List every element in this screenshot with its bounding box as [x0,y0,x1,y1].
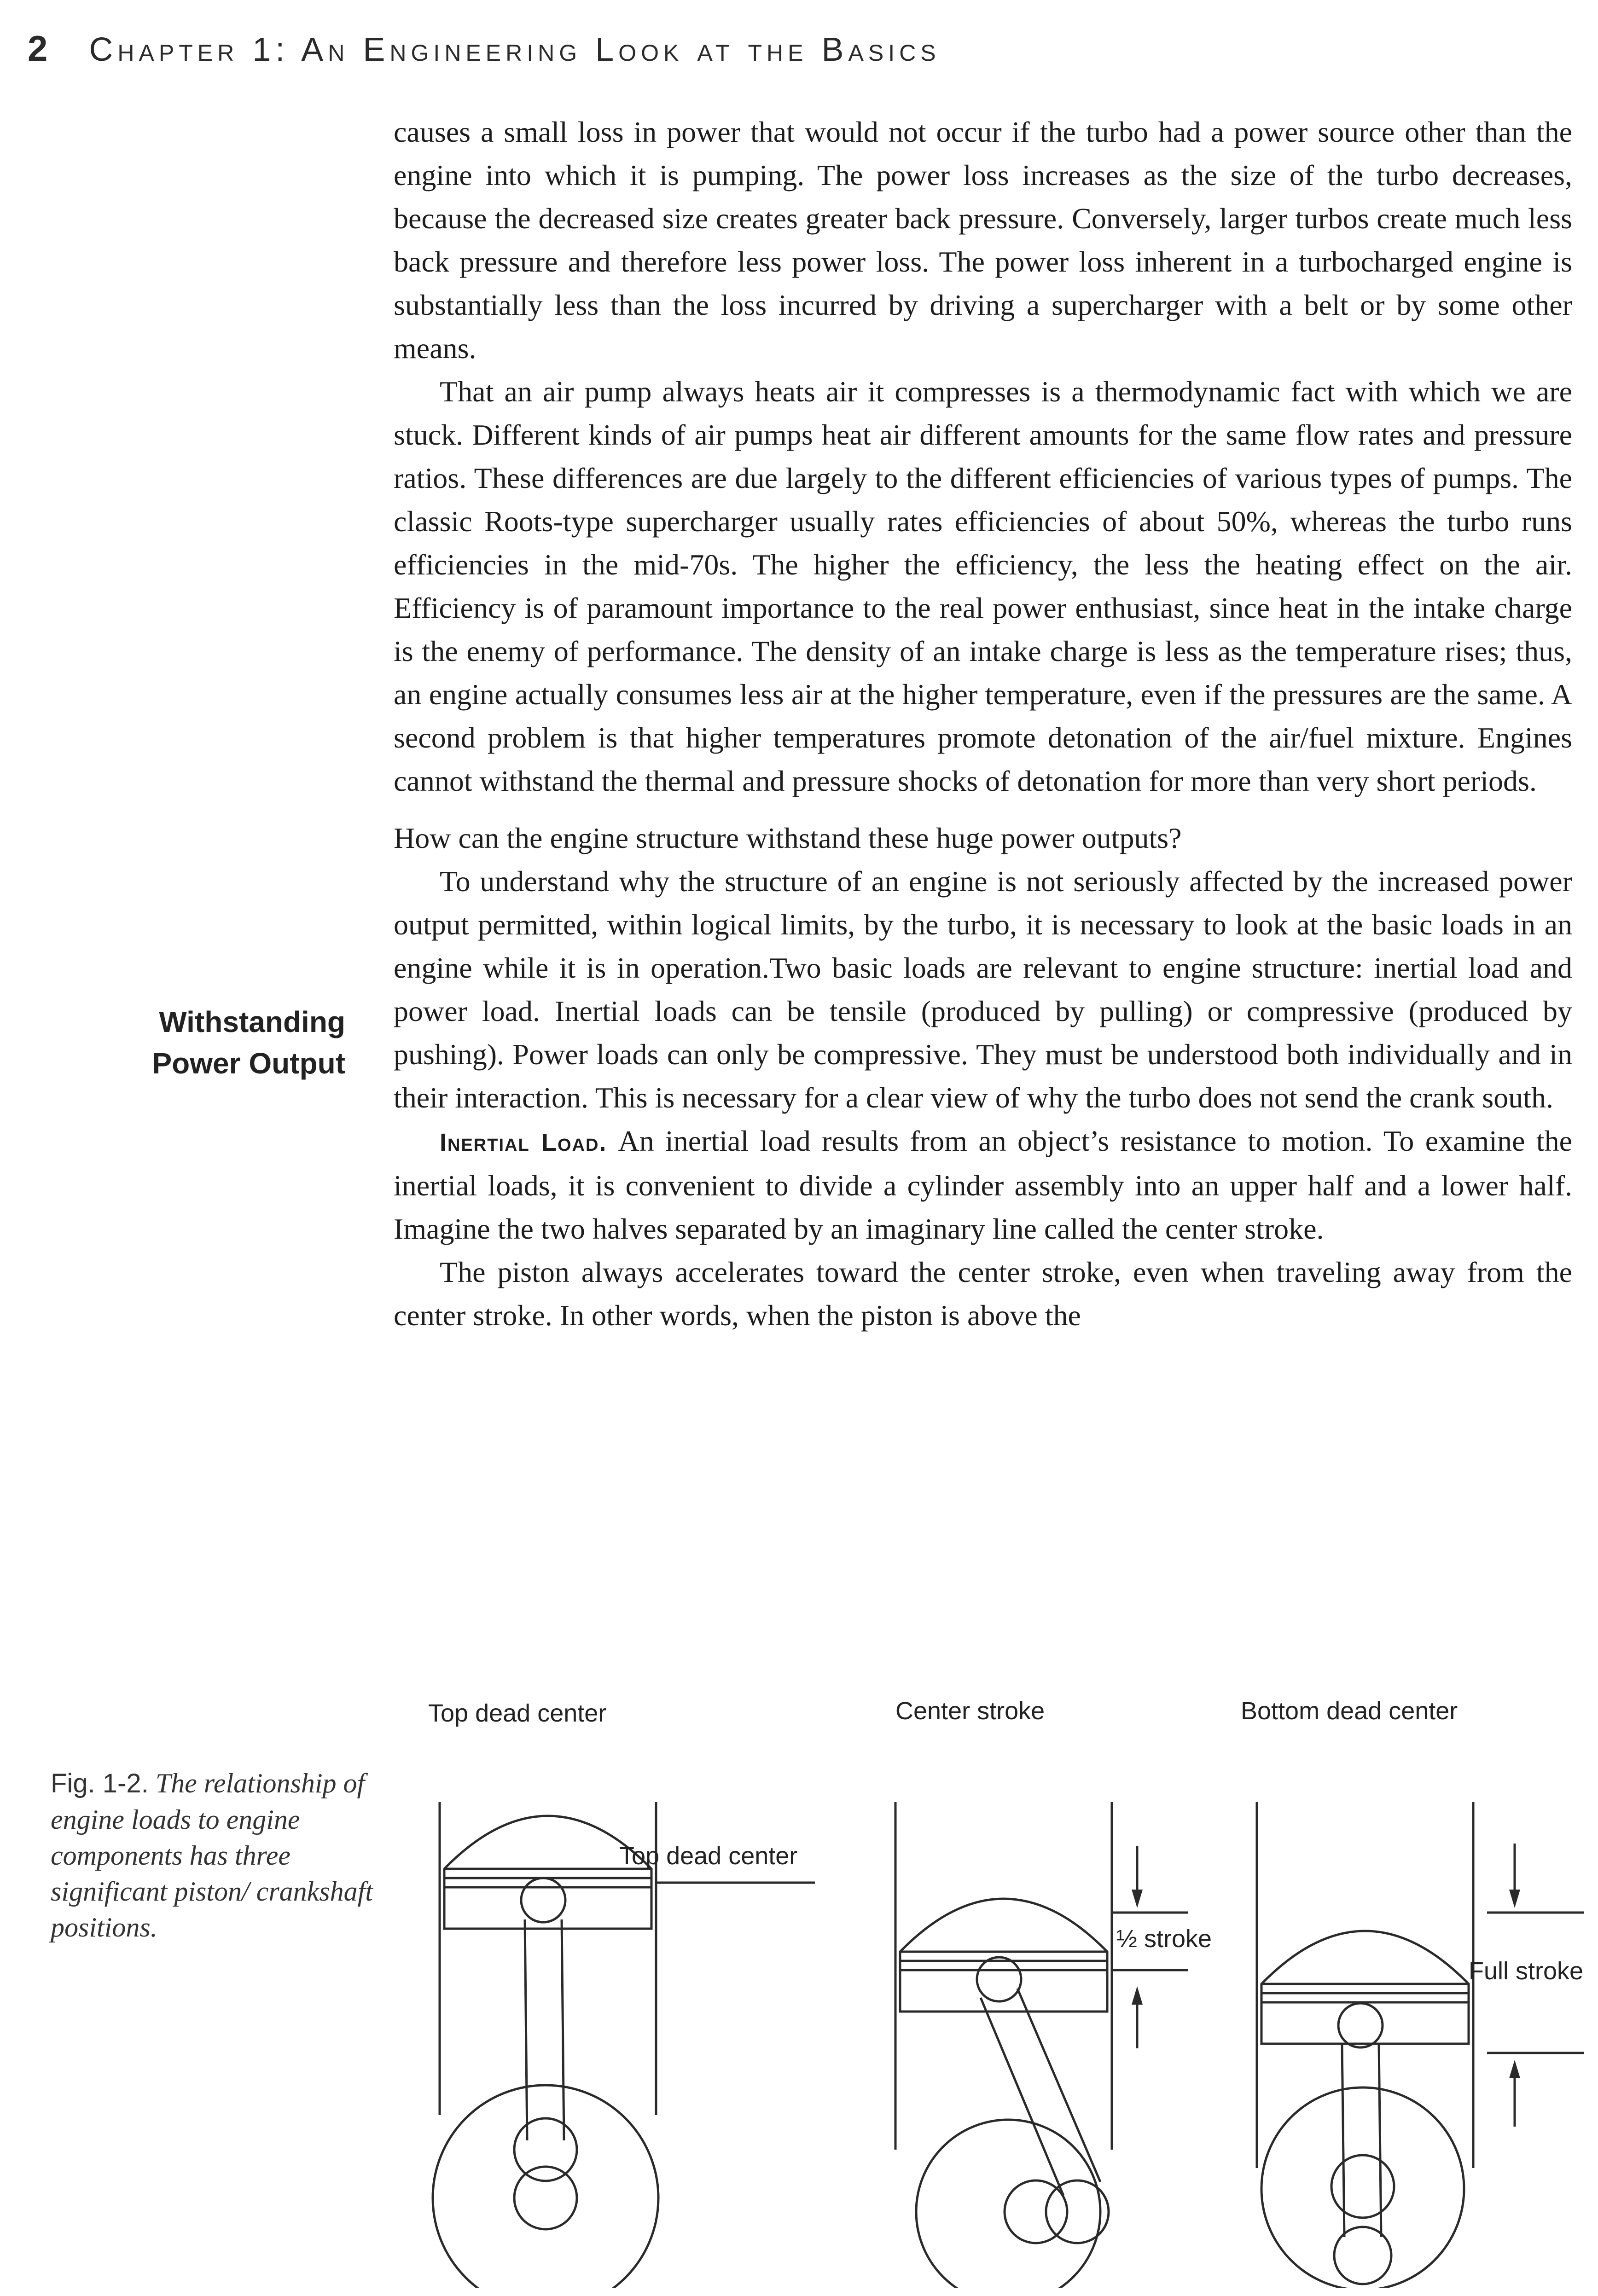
tdc-piston [444,1816,651,1929]
paragraph-5 [394,1119,1572,1251]
center-wrist-pin [977,1957,1021,2001]
figure-caption-text: The relationship of engine loads to engine components has three significant piston/ crankshaft positions. [51,1768,373,1942]
piston-diagram [396,1685,1584,2288]
paragraph-3: How can the engine structure withstand these huge power outputs? [394,822,1182,854]
paragraph-2: That an air pump always heats air it compresses is a thermodynamic fact with which we are stuck. Different kinds of air pumps heat air different amounts for the same flow rates and pressure ratios. These differences are due largely to the different efficiencies of various types of pumps. The classic Roots-type supercharger usually rates efficiencies of about 50%, whereas the turbo runs efficiencies in the mid-70s. The higher the efficiency, the less the heating effect on the air. Efficiency is of paramount importance to the real power enthusiast, since heat in the intake charge is the enemy of performance. The density of an intake charge is less as the temperature rises; thus, an engine actually consumes less air at the higher temperature, even if the pressures are the same. A second problem is that higher temperatures promote detonation of the air/fuel mixture. Engines cannot withstand the thermal and pressure shocks of detonation for more than very short periods. [394,375,1572,797]
bdc-arrowhead-up [1509,2060,1520,2078]
panel-center-stroke [895,1697,1212,2288]
section-heading [69,1001,345,1084]
paragraph-6: The piston always accelerates toward the center stroke, even when traveling away from the center stroke. In other words, when the piston is above the [394,1256,1572,1332]
tdc-crank-pin [514,2118,577,2181]
bdc-rod-left [1342,2044,1344,2237]
panel-bottom-dead-center [1241,1697,1584,2288]
bdc-arrowhead-down [1509,1890,1520,1908]
center-crank-throw [916,2120,1100,2288]
tdc-crank-throw [433,2085,658,2288]
run-in-heading: Inertial Load. [440,1129,607,1156]
figure-caption [51,1765,382,1945]
section-heading-line-2: Power Output [152,1047,345,1080]
bdc-label: Full stroke [1469,1957,1584,1985]
figure-label: Fig. 1-2. [51,1768,149,1798]
center-piston [900,1899,1107,2012]
paragraph-5-text: An inertial load results from an object’s resistance to motion. To examine the inertial loads, it is convenient to divide a cylinder assembly into an upper half and a lower half. Imagine the two halves separated by an imaginary line called the center stroke. [394,1125,1573,1245]
center-arrowhead-down [1132,1890,1143,1908]
bdc-wrist-pin [1338,2003,1383,2047]
tdc-rod-left [525,1919,527,2140]
center-arrowhead-up [1132,1986,1143,2005]
center-rod-left [981,1998,1063,2196]
bdc-crank-throw [1261,2087,1464,2288]
bdc-piston [1261,1931,1469,2044]
tdc-label: Top dead center [619,1842,798,1870]
chapter-title: Chapter 1: An Engineering Look at the Basics [89,31,941,68]
body-text [394,110,1572,1337]
section-heading-line-1: Withstanding [159,1005,345,1038]
tdc-title: Top dead center [428,1699,607,1727]
bdc-title: Bottom dead center [1241,1697,1458,1725]
piston-diagram-svg [396,1685,1584,2288]
tdc-wrist-pin [521,1878,565,1922]
panel-top-dead-center [428,1699,815,2288]
bdc-main-journal [1331,2155,1394,2218]
center-label: ½ stroke [1116,1925,1212,1953]
center-rod-right [1017,1989,1100,2182]
center-title: Center stroke [895,1697,1045,1725]
tdc-main-journal [514,2167,577,2229]
page-number: 2 [28,28,48,69]
tdc-rod-right [562,1919,564,2140]
bdc-rod-right [1379,2044,1381,2237]
paragraph-4: To understand why the structure of an engine is not seriously affected by the increased power output permitted, within logical limits, by the turbo, it is necessary to look at the basic loads in an engine while it is in operation.Two basic loads are relevant to engine structure: inertial load and power load. Inertial loads can be tensile (produced by pulling) or compressive (produced by pushing). Power loads can only be compressive. They must be understood both individually and in their interaction. This is necessary for a clear view of why the turbo does not send the crank south. [394,865,1572,1114]
bdc-crank-pin [1334,2227,1391,2284]
running-header [28,28,1133,78]
paragraph-1: causes a small loss in power that would not occur if the turbo had a power source other than the engine into which it is pumping. The power loss increases as the size of the turbo decreases, because the decreased size creates greater back pressure. Conversely, larger turbos create much less back pressure and therefore less power loss. The power loss inherent in a turbocharged engine is substantially less than the loss incurred by driving a supercharger with a belt or by some other means. [394,116,1572,365]
center-main-journal [1005,2180,1067,2243]
